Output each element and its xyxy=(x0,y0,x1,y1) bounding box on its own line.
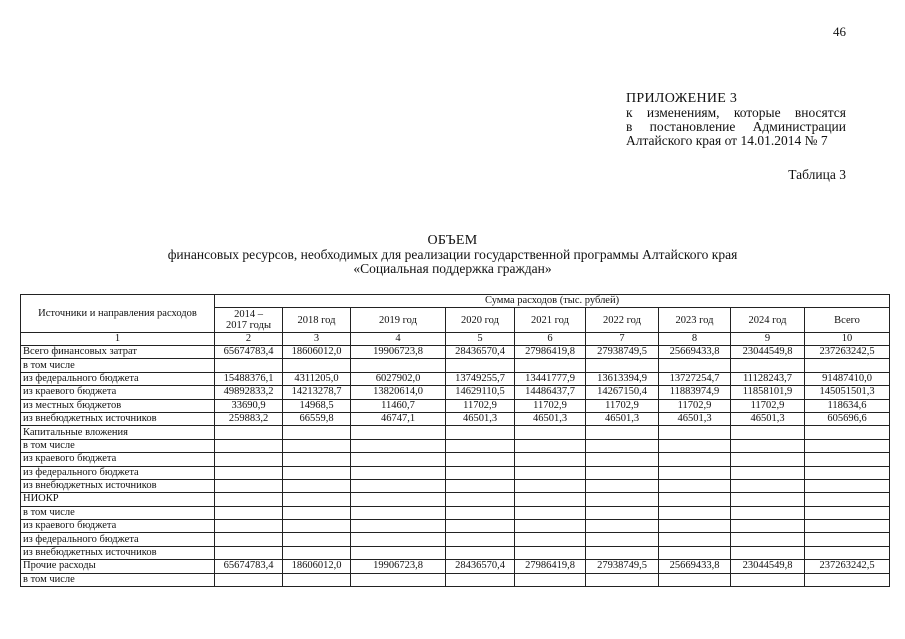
row-value xyxy=(446,479,515,492)
table-row xyxy=(21,533,890,546)
row-value xyxy=(515,453,586,466)
row-value: 19906723,8 xyxy=(351,346,446,359)
table-label: Таблица 3 xyxy=(788,167,846,182)
row-value xyxy=(515,533,586,546)
row-value: 14267150,4 xyxy=(586,386,659,399)
heading-title: ОБЪЕМ xyxy=(427,233,478,248)
row-value xyxy=(351,359,446,372)
row-value xyxy=(805,426,890,439)
header-year: 2018 год xyxy=(283,308,351,333)
row-label: в том числе xyxy=(21,506,215,519)
header-year: 2019 год xyxy=(351,308,446,333)
row-value: 11702,9 xyxy=(659,399,731,412)
row-value: 14629110,5 xyxy=(446,386,515,399)
row-value: 15488376,1 xyxy=(215,372,283,385)
row-value: 13749255,7 xyxy=(446,372,515,385)
row-value xyxy=(446,506,515,519)
heading-line-2: «Социальная поддержка граждан» xyxy=(353,261,552,276)
row-value xyxy=(215,453,283,466)
row-value xyxy=(659,466,731,479)
row-value xyxy=(586,426,659,439)
row-value: 14213278,7 xyxy=(283,386,351,399)
row-value: 11128243,7 xyxy=(731,372,805,385)
row-value xyxy=(283,546,351,559)
row-value xyxy=(446,466,515,479)
row-value xyxy=(283,573,351,586)
row-value xyxy=(515,546,586,559)
page-number: 46 xyxy=(833,24,846,39)
document-heading xyxy=(0,234,905,276)
header-year: 2023 год xyxy=(659,308,731,333)
column-number: 8 xyxy=(659,333,731,346)
row-value xyxy=(515,520,586,533)
row-value xyxy=(283,493,351,506)
row-value xyxy=(215,533,283,546)
column-number: 5 xyxy=(446,333,515,346)
row-value xyxy=(586,479,659,492)
row-value xyxy=(215,359,283,372)
row-value xyxy=(805,573,890,586)
row-value xyxy=(515,359,586,372)
row-value: 28436570,4 xyxy=(446,346,515,359)
row-value xyxy=(215,546,283,559)
row-value xyxy=(515,506,586,519)
row-value: 11702,9 xyxy=(586,399,659,412)
column-number: 4 xyxy=(351,333,446,346)
column-number: 6 xyxy=(515,333,586,346)
row-value xyxy=(351,546,446,559)
row-value xyxy=(586,493,659,506)
row-value xyxy=(586,506,659,519)
row-value xyxy=(215,506,283,519)
row-value: 27986419,8 xyxy=(515,346,586,359)
row-value: 27938749,5 xyxy=(586,346,659,359)
row-value: 25669433,8 xyxy=(659,560,731,573)
row-value xyxy=(659,520,731,533)
row-value xyxy=(515,426,586,439)
table-row xyxy=(21,346,890,359)
row-value xyxy=(659,453,731,466)
row-value xyxy=(586,520,659,533)
row-value xyxy=(446,533,515,546)
column-number: 7 xyxy=(586,333,659,346)
row-value xyxy=(351,453,446,466)
row-value: 11702,9 xyxy=(446,399,515,412)
row-value: 46501,3 xyxy=(446,412,515,425)
row-value xyxy=(283,453,351,466)
row-value xyxy=(283,520,351,533)
row-value xyxy=(446,546,515,559)
row-value: 605696,6 xyxy=(805,412,890,425)
row-label: из краевого бюджета xyxy=(21,520,215,533)
table-row xyxy=(21,506,890,519)
row-value xyxy=(805,359,890,372)
funding-table xyxy=(20,294,890,587)
row-value xyxy=(283,533,351,546)
header-sum: Сумма расходов (тыс. рублей) xyxy=(215,295,890,308)
row-label: Всего финансовых затрат xyxy=(21,346,215,359)
row-value xyxy=(805,453,890,466)
row-value: 6027902,0 xyxy=(351,372,446,385)
heading-line-1: финансовых ресурсов, необходимых для реализации государственной программы Алтайского края xyxy=(167,247,738,262)
row-value xyxy=(586,533,659,546)
row-value: 46501,3 xyxy=(586,412,659,425)
row-value: 33690,9 xyxy=(215,399,283,412)
row-value: 13441777,9 xyxy=(515,372,586,385)
row-value xyxy=(659,479,731,492)
row-value xyxy=(515,479,586,492)
row-value xyxy=(805,520,890,533)
row-label: в том числе xyxy=(21,359,215,372)
row-value xyxy=(351,439,446,452)
row-value: 27938749,5 xyxy=(586,560,659,573)
row-value: 46747,1 xyxy=(351,412,446,425)
row-value xyxy=(351,426,446,439)
table-row xyxy=(21,439,890,452)
appendix-line-2: в постановление Администрации xyxy=(626,119,846,134)
row-label: в том числе xyxy=(21,439,215,452)
table-row xyxy=(21,426,890,439)
row-value xyxy=(805,439,890,452)
row-value xyxy=(446,453,515,466)
row-value: 13820614,0 xyxy=(351,386,446,399)
row-value: 65674783,4 xyxy=(215,346,283,359)
row-value xyxy=(351,573,446,586)
row-value xyxy=(659,359,731,372)
row-value: 237263242,5 xyxy=(805,346,890,359)
table-row xyxy=(21,386,890,399)
row-value xyxy=(731,533,805,546)
row-value xyxy=(659,533,731,546)
row-label: из федерального бюджета xyxy=(21,372,215,385)
table-row xyxy=(21,493,890,506)
row-value xyxy=(515,493,586,506)
row-label: Прочие расходы xyxy=(21,560,215,573)
table-row xyxy=(21,453,890,466)
header-year: 2022 год xyxy=(586,308,659,333)
row-value xyxy=(731,359,805,372)
row-value xyxy=(215,466,283,479)
appendix-title: ПРИЛОЖЕНИЕ 3 xyxy=(626,91,738,106)
row-label: Капитальные вложения xyxy=(21,426,215,439)
row-value xyxy=(446,520,515,533)
header-year: 2024 год xyxy=(731,308,805,333)
row-value xyxy=(283,466,351,479)
row-value xyxy=(283,439,351,452)
row-value xyxy=(586,439,659,452)
row-value xyxy=(731,520,805,533)
row-value xyxy=(731,479,805,492)
row-value: 14486437,7 xyxy=(515,386,586,399)
row-value xyxy=(731,573,805,586)
row-value xyxy=(731,546,805,559)
header-year: Всего xyxy=(805,308,890,333)
row-value: 28436570,4 xyxy=(446,560,515,573)
column-number: 10 xyxy=(805,333,890,346)
row-value xyxy=(283,426,351,439)
row-value xyxy=(731,439,805,452)
table-row xyxy=(21,359,890,372)
appendix-line-1: к изменениям, которые вносятся xyxy=(626,105,846,120)
row-value: 4311205,0 xyxy=(283,372,351,385)
row-value: 13727254,7 xyxy=(659,372,731,385)
row-value: 237263242,5 xyxy=(805,560,890,573)
row-value xyxy=(731,506,805,519)
row-value xyxy=(446,573,515,586)
row-value xyxy=(215,479,283,492)
row-value: 46501,3 xyxy=(515,412,586,425)
row-value: 66559,8 xyxy=(283,412,351,425)
row-value: 118634,6 xyxy=(805,399,890,412)
row-value: 91487410,0 xyxy=(805,372,890,385)
row-value: 46501,3 xyxy=(731,412,805,425)
row-value xyxy=(215,439,283,452)
row-label: в том числе xyxy=(21,573,215,586)
row-value: 19906723,8 xyxy=(351,560,446,573)
table-body xyxy=(21,333,890,587)
row-label: из внебюджетных источников xyxy=(21,546,215,559)
row-value xyxy=(515,439,586,452)
row-value xyxy=(659,573,731,586)
table-row xyxy=(21,479,890,492)
table-row xyxy=(21,412,890,425)
row-value xyxy=(659,439,731,452)
header-year: 2014 – 2017 годы xyxy=(215,308,283,333)
row-value xyxy=(215,493,283,506)
row-value xyxy=(731,493,805,506)
row-value xyxy=(215,426,283,439)
row-value xyxy=(659,506,731,519)
row-value xyxy=(731,426,805,439)
row-value xyxy=(351,520,446,533)
row-value xyxy=(215,520,283,533)
row-value: 259883,2 xyxy=(215,412,283,425)
row-value: 11858101,9 xyxy=(731,386,805,399)
table-row xyxy=(21,372,890,385)
appendix-block xyxy=(626,92,846,148)
row-value: 11702,9 xyxy=(515,399,586,412)
row-value: 23044549,8 xyxy=(731,560,805,573)
row-value xyxy=(446,426,515,439)
row-label: из местных бюджетов xyxy=(21,399,215,412)
row-value xyxy=(659,493,731,506)
row-value xyxy=(351,479,446,492)
header-year: 2021 год xyxy=(515,308,586,333)
table-row xyxy=(21,560,890,573)
table-row xyxy=(21,573,890,586)
row-value xyxy=(446,493,515,506)
row-label: НИОКР xyxy=(21,493,215,506)
row-value: 23044549,8 xyxy=(731,346,805,359)
row-value xyxy=(515,573,586,586)
table-row xyxy=(21,520,890,533)
row-value xyxy=(586,453,659,466)
row-value: 145051501,3 xyxy=(805,386,890,399)
row-label: из федерального бюджета xyxy=(21,533,215,546)
row-value xyxy=(351,533,446,546)
row-label: из внебюджетных источников xyxy=(21,479,215,492)
row-value xyxy=(283,506,351,519)
row-value xyxy=(283,359,351,372)
row-value xyxy=(351,506,446,519)
column-number: 3 xyxy=(283,333,351,346)
row-value xyxy=(586,546,659,559)
row-value xyxy=(283,479,351,492)
row-label: из внебюджетных источников xyxy=(21,412,215,425)
row-value: 11883974,9 xyxy=(659,386,731,399)
row-value xyxy=(586,359,659,372)
row-value xyxy=(731,466,805,479)
row-value: 11702,9 xyxy=(731,399,805,412)
row-value xyxy=(446,439,515,452)
row-value: 65674783,4 xyxy=(215,560,283,573)
row-value xyxy=(659,546,731,559)
row-value xyxy=(805,546,890,559)
row-value xyxy=(805,533,890,546)
table-row xyxy=(21,546,890,559)
row-value xyxy=(215,573,283,586)
row-value xyxy=(805,479,890,492)
row-value xyxy=(659,426,731,439)
row-value: 49892833,2 xyxy=(215,386,283,399)
row-value: 46501,3 xyxy=(659,412,731,425)
row-value: 11460,7 xyxy=(351,399,446,412)
row-value xyxy=(805,506,890,519)
row-value xyxy=(586,466,659,479)
header-year: 2020 год xyxy=(446,308,515,333)
row-value xyxy=(515,466,586,479)
row-value xyxy=(351,466,446,479)
row-value: 18606012,0 xyxy=(283,346,351,359)
table-row xyxy=(21,399,890,412)
row-value xyxy=(446,359,515,372)
row-value xyxy=(805,493,890,506)
row-label: из федерального бюджета xyxy=(21,466,215,479)
row-value: 13613394,9 xyxy=(586,372,659,385)
table-row xyxy=(21,466,890,479)
column-number: 2 xyxy=(215,333,283,346)
header-source: Источники и направления расходов xyxy=(21,295,215,333)
row-value xyxy=(731,453,805,466)
row-value xyxy=(586,573,659,586)
row-label: из краевого бюджета xyxy=(21,386,215,399)
row-label: из краевого бюджета xyxy=(21,453,215,466)
row-value xyxy=(351,493,446,506)
column-number: 9 xyxy=(731,333,805,346)
column-numbers-row xyxy=(21,333,890,346)
column-number: 1 xyxy=(21,333,215,346)
row-value xyxy=(805,466,890,479)
row-value: 25669433,8 xyxy=(659,346,731,359)
row-value: 18606012,0 xyxy=(283,560,351,573)
appendix-line-3: Алтайского края от 14.01.2014 № 7 xyxy=(626,133,828,148)
row-value: 27986419,8 xyxy=(515,560,586,573)
row-value: 14968,5 xyxy=(283,399,351,412)
